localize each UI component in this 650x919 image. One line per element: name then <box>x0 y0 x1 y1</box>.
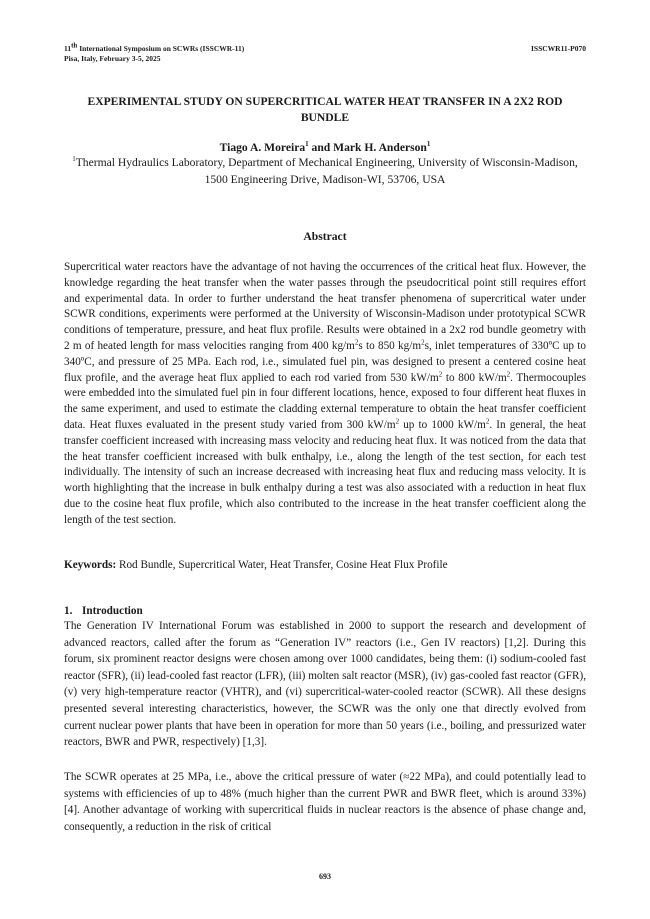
page-number: 693 <box>319 872 331 881</box>
abstract-heading: Abstract <box>303 230 347 243</box>
running-header-paper-id: ISSCWR11-P070 <box>530 44 586 53</box>
keywords-label: Keywords: <box>64 559 117 571</box>
paper-title: EXPERIMENTAL STUDY ON SUPERCRITICAL WATER HEAT TRANSFER IN A 2X2 ROD BUNDLE <box>87 95 563 124</box>
section-heading <box>64 604 143 619</box>
section-number: 1. <box>64 605 73 617</box>
keywords-text: Rod Bundle, Supercritical Water, Heat Transfer, Cosine Heat Flux Profile <box>116 559 448 571</box>
running-header-left <box>64 41 245 64</box>
author-list: Tiago A. Moreira$^1$ and Mark H. Anderson$^1$ <box>219 140 431 154</box>
body-paragraph: The SCWR operates at 25 MPa, i.e., above the critical pressure of water (≈22 MPa), and could potentially lead to systems with efficiencies of up to 48% (much higher than the current PWR and BWR fleet, which is around 33%) [4]. Another advantage of working with supercritical fluids in nuclear reactors is the absence of phase change and, consequently, a reduction in the risk of critical <box>64 771 586 833</box>
header-location-date: Pisa, Italy, February 3-5, 2025 <box>64 54 161 63</box>
section-title: Introduction <box>82 605 143 617</box>
header-conference: 11th International Symposium on SCWRs (ISSCWR-11) <box>64 41 245 53</box>
body-paragraph: The Generation IV International Forum was established in 2000 to support the research and development of advanced reactors, called after the forum as “Generation IV” reactors (i.e., Gen IV reactors) [1,2]. During this forum, six prominent reactor designs were chosen among over 1000 candidates, being them: (i) sodium-cooled fast reactor (SFR), (ii) lead-cooled fast reactor (LFR), (iii) molten salt reactor (MSR), (iv) gas-cooled fast reactor (GFR), (v) very high-temperature reactor (VHTR), and (vi) supercritical-water-cooled reactor (SCWR). All these designs presented several interesting characteristics, however, the SCWR was the only one that directly evolved from current nuclear power plants that have been in operation for more than 50 years (i.e., boiling, and pressurized water reactors, BWR and PWR, respectively) [1,3]. <box>64 620 586 749</box>
affiliation: $^1$Thermal Hydraulics Laboratory, Department of Mechanical Engineering, University of Wisconsin-Madison, 1500 Engineering Drive, Madison-WI, 53706, USA <box>72 155 578 186</box>
author-name: Tiago A. Moreira <box>219 141 306 154</box>
abstract-body: Supercritical water reactors have the advantage of not having the occurrences of the critical heat flux. However, the knowledge regarding the heat transfer when the water passes through the pseudocritical point still requires effort and experimental data. In order to further understand the heat transfer phenomena of supercritical water under SCWR conditions, experiments were performed at the University of Wisconsin-Madison under prototypical SCWR conditions of temperature, pressure, and heat flux profile. Results were obtained in a 2x2 rod bundle geometry with 2 m of heated length for mass velocities ranging from 400 $kg/m^2s$ to 850 $kg/m^2s$, inlet temperatures of 330ºC up to 340ºC, and pressure of 25 MPa. Each rod, i.e., simulated fuel pin, was designed to present a centered cosine heat flux profile, and the average heat flux applied to each rod varied from 530 $kW/m^2$ to 800 $kW/m^2$. Thermocouples were embedded into the simulated fuel pin in four different locations, hence, exposed to four different heat fluxes in the same experiment, and used to estimate the cladding external temperature to obtain the heat transfer coefficient data. Heat fluxes evaluated in the present study varied from 300 $kW/m^2$ up to 1000 $kW/m^2$. In general, the heat transfer coefficient increased with increasing mass velocity and reducing heat flux. It was noticed from the data that the heat transfer coefficient increased with bulk enthalpy, i.e., along the length of the test section, for each test individually. The intensity of such an increase decreased with increasing heat flux and reducing mass velocity. It is worth highlighting that the increase in bulk enthalpy during a test was also associated with a reduction in heat flux due to the cosine heat flux profile, which also contributed to the increase in the heat transfer coefficient along the length of the test section. <box>64 261 587 526</box>
author-name: Mark H. Anderson <box>333 141 427 154</box>
keywords <box>64 558 586 573</box>
